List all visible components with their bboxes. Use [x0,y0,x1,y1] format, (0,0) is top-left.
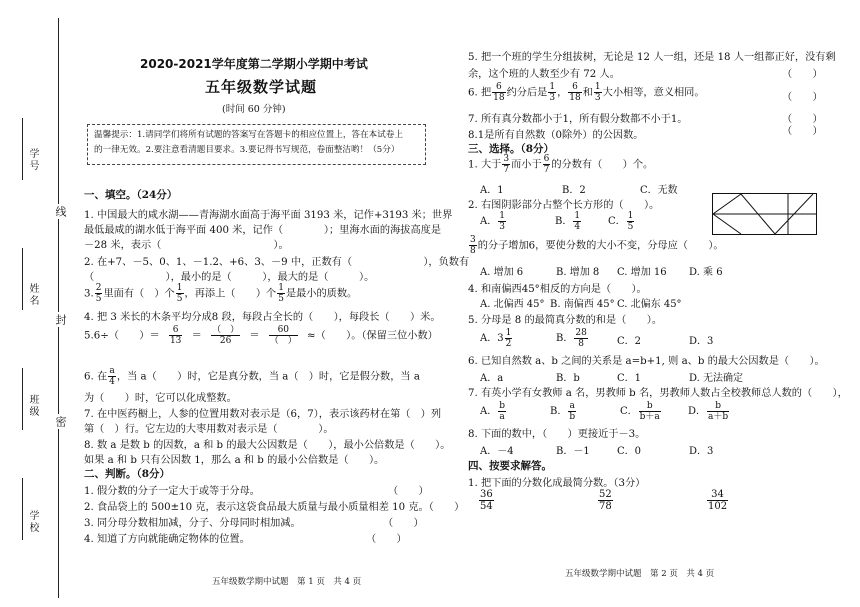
j7-line: 7. 所有真分数都小于1，所有假分数都不小于1。 [468,114,688,125]
j8-line: 8.1是所有自然数（0除外）的公因数。 [468,130,644,141]
j1-line: 1. 假分数的分子一定大于或等于分母。 [84,486,260,497]
notice-line-2: 的一律无效。2.要注意看清题目要求。3.要记得书写规范，卷面整洁哟！（5分） [94,145,400,155]
option-letter: A． [480,216,498,227]
exam-title: 五年级数学试题 [205,78,318,96]
denominator: 5 [95,294,102,304]
denominator: b [569,412,576,422]
q3-text: 里面有（ ）个 [103,288,175,300]
fraction [492,82,505,103]
q5-suffix: ≈（ ）。（保留三位小数） [307,330,438,342]
denominator: 18 [569,93,581,103]
binding-margin [0,0,70,607]
q8-line2: 如果 a 和 b 只有公因数 1，那么 a 和 b 的最小公倍数是（ ）。 [84,455,385,466]
q3-prefix: 3. [84,288,94,300]
option-letter: D． [688,406,707,417]
c7-option-a [480,401,507,422]
q2-line1: 2. 在+7、－5、0、1、－1.2、+6、3、－9 中，正数有（ ），负数有 [84,257,470,268]
option-text: B． [556,333,574,344]
c4-option-c: C. 北偏东 45° [617,299,682,310]
numerator: b [639,401,661,412]
numerator: 6 [492,82,505,93]
fraction [269,325,298,346]
a1-fraction-3 [706,489,729,512]
seal-mark-mi: 密 [54,416,67,427]
denominator: 26 [219,336,232,346]
denominator: b＋a [639,412,660,422]
numerator: 1 [176,283,183,293]
q6-line2: 为（ ）时，它可以化成整数。 [84,393,237,404]
c3-line [468,235,724,256]
j6-text: ， [557,87,568,99]
exam-time: (时间 60 分钟) [222,104,286,115]
fraction [548,82,556,103]
j6-blank: （ ） [782,92,823,103]
school-label: 学校 [27,510,38,534]
numerator: 1 [574,211,581,221]
denominator: （ ） [269,336,297,346]
c4-option-b: B. 南偏西 45° [550,299,615,310]
school-underline [22,478,23,540]
c7-line: 7. 有英小学有女教师 a 名，男教师 b 名，男教师人数占全校教师总人数的（ ）， [468,388,848,399]
c1-option-a: A．1 [480,185,504,196]
fraction [568,401,576,422]
a1-fraction-2 [597,489,614,512]
c8-option-a: A．－4 [480,446,514,457]
student-id-label: 学号 [27,148,38,172]
denominator: 3 [594,93,601,103]
c8-line: 8. 下面的数中，（ ）更接近于－3。 [468,429,646,440]
fraction [639,401,661,422]
option-letter: C． [608,216,626,227]
numerator: 3 [503,154,510,164]
c1-text: 而小于 [511,159,542,171]
c1-option-b: B．2 [562,185,586,196]
fraction [573,211,581,232]
c2-option-c [608,211,635,232]
numerator: 28 [575,328,587,338]
q3-text: 是最小的质数。 [285,288,358,300]
page-footer-1: 五年级数学期中试题 第 1 页 共 4 页 [212,577,362,587]
numerator: 1 [549,82,556,92]
c6-line: 6. 已知自然数 a、b 之间的关系是 a=b+1, 则 a、b 的最大公因数是（ ）。 [468,356,825,367]
name-underline [22,248,23,310]
c6-option-c: C．1 [617,373,642,384]
numerator: （ ） [212,325,240,335]
denominator: 7 [543,165,550,175]
j6-line [468,82,705,103]
denominator: 3 [549,93,556,103]
j6-text: 大小相等，意义相同。 [602,87,705,99]
option-letter: B． [550,406,568,417]
fraction [594,82,602,103]
denominator: 8 [470,246,476,256]
q1-line1: 1. 中国最大的咸水湖——青海湖水面高于海平面 3193 米，记作+3193 米；世界 [84,210,453,221]
numerator: 2 [95,283,102,293]
numerator: 6 [169,325,182,336]
option-text: A．3 [480,333,504,344]
q1-line3: －28 米，表示（ ）。 [84,240,289,251]
c4-option-a: A. 北偏西 45° [480,299,545,310]
fraction [211,325,240,346]
numerator: b [499,401,505,411]
j8-blank: （ ） [782,126,823,137]
q6-prefix: 6. 在 [84,371,108,383]
notice-box [87,124,426,165]
c7-option-d [688,401,730,422]
q5-line [84,325,438,346]
a1-line: 1. 把下面的分数化成最简分数。（3分） [468,478,646,489]
numerator: 36 [480,489,493,500]
c7-option-b [550,401,577,422]
fraction [543,154,551,175]
numerator: a [109,366,115,376]
j7-blank: （ ） [782,114,823,125]
page-footer-2: 五年级数学期中试题 第 2 页 共 4 页 [565,569,715,579]
c3-option-b: B. 增加 8 [556,267,600,278]
fraction [95,283,103,304]
section-solve: 四、按要求解答。 [468,460,552,472]
denominator: 8 [578,339,584,349]
q7-line2: 第（ ）行。它左边的大枣用数对表示是（ ）。 [84,424,334,435]
q3-text: ，再添上（ ）个 [184,288,277,300]
option-letter: A． [480,406,498,417]
numerator: 34 [707,489,728,501]
option-letter: C． [620,406,638,417]
q6-line1 [84,366,420,387]
fraction [707,401,729,422]
numerator: 1 [278,283,284,293]
denominator: 13 [169,336,182,346]
c5-option-b [556,328,589,349]
numerator: 1 [594,82,601,92]
c2-option-b [555,211,582,232]
c8-option-d: D．3 [689,446,714,457]
fraction [498,401,506,422]
j4-line: 4. 知道了方向就能确定物体的位置。 [84,534,250,545]
c2-option-a [480,211,507,232]
q2-line2: （ ），最小的是（ ），最大的是（ ）。 [84,272,375,283]
fraction [176,283,184,304]
denominator: 4 [574,222,581,232]
c8-option-b: B．－1 [556,446,590,457]
c1-prefix: 1. 大于 [468,159,502,171]
c7-option-c [620,401,662,422]
denominator: 7 [503,165,510,175]
numerator: 1 [627,211,634,221]
rectangle-shaded-figure [712,193,817,235]
j5-line2: 余，这个班的人数至少有 72 人。 [468,69,620,80]
j3-blank: （ ） [383,518,424,529]
numerator: 1 [499,211,505,221]
j5-line1: 5. 把一个班的学生分组拔树，无论是 12 人一组，还是 18 人一组都正好，没有剩 [468,52,836,63]
denominator: 4 [109,377,115,387]
fraction [627,211,635,232]
q7-line1: 7. 在中医药橱上，人参的位置用数对表示是（6，7），表示该药材在第（ ）列 [84,409,442,420]
q8-line1: 8. 数 a 是数 b 的因数，a 和 b 的最大公因数是（ ），最小公倍数是（ ）。 [84,440,451,451]
c5-option-c: C．2 [617,336,642,347]
q4-line: 4. 把 3 米长的木条平均分成8 段，每段占全长的（ ），每段长（ ）米。 [84,312,441,323]
fraction [277,283,285,304]
denominator: 102 [708,501,728,512]
j2-line: 2. 食品袋上的 500±10 克，表示这袋食品最大质量与最小质量相差 10 克。（ ） [84,502,465,513]
option-letter: B． [555,216,573,227]
j3-line: 3. 同分母分数相加减，分子、分母同时相加减。 [84,518,301,529]
denominator: 3 [499,222,505,232]
notice-line-1: 温馨提示：1.请同学们将所有试题的答案写在答题卡的相应位置上，答在本试卷上 [94,130,403,140]
a1-fraction-1 [478,489,495,512]
c5-option-d: D．3 [689,336,714,347]
name-label: 姓名 [27,283,38,307]
c6-option-d: D. 无法确定 [689,373,744,384]
fraction [568,82,581,103]
seal-mark-feng: 封 [54,314,67,325]
fraction [574,328,587,349]
binding-line [58,18,59,598]
c4-line: 4. 和南偏西45°相反的方向是（ ）。 [468,284,647,295]
denominator: a [499,412,505,422]
fraction [108,366,116,387]
denominator: 5 [278,294,284,304]
section-judge: 二、判断。（8分） [84,468,171,480]
c1-line [468,154,653,175]
c8-option-c: C．0 [617,446,642,457]
j6-text: 和 [582,87,593,99]
fraction [469,235,477,256]
denominator: 54 [480,501,493,512]
fraction [498,211,506,232]
c1-option-c: C．无数 [640,185,678,196]
student-id-underline [22,118,23,180]
c3-option-d: D. 乘 6 [689,267,723,278]
c3-option-c: C. 增加 16 [617,267,667,278]
c1-text: 的分数有（ ）个。 [551,159,654,171]
c3-option-a: A. 增加 6 [480,267,524,278]
q3-line [84,283,357,304]
denominator: 2 [505,339,512,349]
j6-prefix: 6. 把 [468,87,492,99]
denominator: 5 [627,222,634,232]
q1-line2: 最低最咸的湖水低于海平面 400 米，记作（ ）；里海水面的海拔高度是 [84,225,442,236]
numerator: b [707,401,729,412]
numerator: 60 [269,325,298,336]
c2-line: 2. 右图阴影部分占整个长方形的（ ）。 [468,200,660,211]
j4-blank: （ ） [366,534,407,545]
fraction [502,154,510,175]
denominator: a＋b [708,412,729,422]
j6-text: 约分后是 [506,87,548,99]
c5-option-a [480,328,513,349]
c5-line: 5. 分母是 8 的最简真分数的和是（ ）。 [468,315,663,326]
c6-option-b: B．b [556,373,580,384]
q6-text: ，当 a（ ）时，它是真分数，当 a（ ）时，它是假分数，当 a [116,371,420,383]
fraction [707,489,728,512]
denominator: 5 [176,294,183,304]
j5-blank: （ ） [782,69,823,80]
fraction [479,489,494,512]
c6-option-a: A．a [480,373,504,384]
equals-sign: ＝ [249,330,260,342]
section-choice: 三、选择。（8分） [468,143,555,155]
numerator: 3 [470,235,476,245]
seal-mark-xian: 线 [54,206,67,217]
numerator: a [569,401,575,411]
j1-blank: （ ） [388,486,429,497]
exam-year-title: 2020-2021学年度第二学期小学期中考试 [140,57,368,71]
fraction [505,328,513,349]
denominator: 18 [493,93,505,103]
numerator: 52 [599,489,612,500]
denominator: 78 [599,501,612,512]
equals-sign: ＝ [191,330,202,342]
section-fill-blank: 一、填空。（24分） [84,189,178,201]
numerator: 1 [505,328,512,338]
fraction [598,489,613,512]
class-label: 班级 [27,394,38,418]
numerator: 6 [568,82,581,93]
class-underline [22,368,23,430]
numerator: 6 [543,154,550,164]
c3-text: 的分子增加6，要使分数的大小不变，分母应（ ）。 [477,240,724,252]
fraction [169,325,182,346]
q5-prefix: 5.6÷（ ）＝ [84,330,160,342]
